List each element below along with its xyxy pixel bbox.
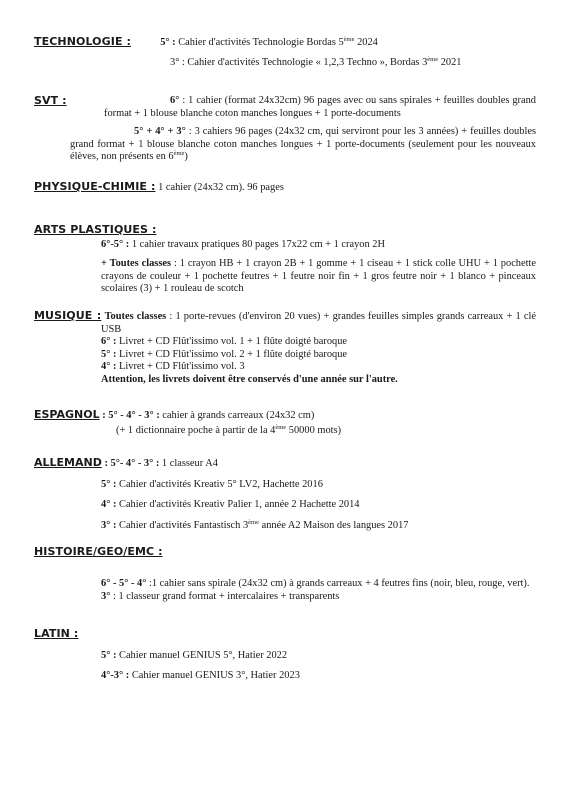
musique-line-5: Livret + CD Flût'issimo vol. 2 + 1 flûte doigté baroque (116, 348, 348, 360)
histoire-text-3: : 1 classeur grand format + intercalaires + transparents (110, 591, 340, 603)
tech-line-3: 3° : Cahier d'activités Technologie « 1,2,3 Techno », Bordas 3 (170, 56, 428, 68)
latin-line-5: Cahier manuel GENIUS 5°, Hatier 2022 (116, 649, 288, 661)
svt-level-543: 5° + 4° + 3° (134, 126, 186, 138)
allemand-line-5: Cahier d'activités Kreativ 5° LV2, Hachette 2016 (116, 478, 323, 490)
musique-warning: Attention, les livrets doivent être conservés d'une année sur l'autre. (101, 373, 398, 385)
allemand-line-4: Cahier d'activités Kreativ Palier 1, année 2 Hachette 2014 (116, 499, 360, 511)
heading-allemand: ALLEMAND (34, 456, 102, 469)
histoire-level-3: 3° (101, 591, 111, 603)
heading-musique: MUSIQUE : (34, 309, 102, 322)
section-histoire-geo-emc (34, 546, 536, 604)
allemand-line-3: Cahier d'activités Fantastisch 3 (116, 519, 249, 531)
histoire-text-654: :1 cahier sans spirale (24x32 cm) à grands carreaux + 4 feutres fins (noir, bleu, rouge, vert). (146, 577, 530, 589)
heading-physique-chimie: PHYSIQUE-CHIMIE : (34, 180, 156, 193)
arts-level-65: 6°-5° : (101, 238, 130, 250)
arts-text-all: : 1 crayon HB + 1 crayon 2B + 1 gomme + 1 ciseau + 1 stick colle UHU + 1 pochette crayons de couleur + 1 pochette feutres + 1 feutre noir fin + 1 gros feutre noir + 1 blanco + pinceaux scolaires (3) + 1 rouleau de scotch (101, 258, 536, 295)
arts-text-65: 1 cahier travaux pratiques 80 pages 17x22 cm + 1 crayon 2H (129, 238, 385, 250)
svt-level-6: 6° (170, 95, 180, 106)
espagnol-text: cahier à grands carreaux (24x32 cm) (159, 410, 315, 421)
svt-text-543: : 3 cahiers 96 pages (24x32 cm, qui serviront pour les 3 années) + feuilles doubles grand format + 1 blouse blanche coton manches longues + 1 porte-documents (seulement pour les nouveaux élèves, non présents en 6 (70, 126, 536, 163)
heading-technologie: TECHNOLOGIE : (34, 35, 131, 48)
physique-text: 1 cahier (24x32 cm). 96 pages (158, 182, 284, 193)
espagnol-levels: : 5° - 4° - 3° : (99, 410, 160, 421)
musique-text-all: : 1 porte-revues (d'environ 20 vues) + grandes feuilles simples grands carreaux + 1 clé USB (101, 311, 536, 335)
heading-histoire-geo-emc: HISTOIRE/GEO/EMC : (34, 545, 163, 558)
section-technologie: TECHNOLOGIE : 5° : Cahier d'activités Technologie Bordas 5ème 2024 3° : Cahier d'activités Technologie « 1,2,3 Techno », Bordas 3ème 2021 (34, 35, 462, 68)
allemand-levels: : 5°- 4° - 3° : (101, 458, 160, 469)
svt-text-6: : 1 cahier (format 24x32cm) 96 pages avec ou sans spirales + feuilles doubles grand format + 1 blouse blanche coton manches longues + 1 porte-documents (104, 95, 536, 119)
histoire-level-654: 6° - 5° - 4° (101, 577, 147, 589)
section-allemand: ALLEMAND : 5°- 4° - 3° : 1 classeur A4 5° : Cahier d'activités Kreativ 5° LV2, Hachette 2016 4° : Cahier d'activités Kreativ Palier 1, année 2 Hachette 2014 3° : Cahier d'activités Fantastisch 3ème année A2 Maison des langues 2017 (34, 456, 409, 531)
musique-line-6: Livret + CD Flût'issimo vol. 1 + 1 flûte doigté baroque (116, 336, 348, 348)
section-espagnol: ESPAGNOL : 5° - 4° - 3° : cahier à grands carreaux (24x32 cm) (+ 1 dictionnaire poche à partir de la 4ème 50000 mots) (34, 408, 342, 436)
section-svt: SVT : 6° : 1 cahier (format 24x32cm) 96 pages avec ou sans spirales + feuilles doubles grand format + 1 blouse blanche coton manches longues + 1 porte-documents 5° + 4° + 3° : 3 cahiers 96 pages (24x32 cm, qui serviront pour les 3 années) + feuilles doubles grand format + 1 blouse blanche coton manches longues + 1 porte-documents (seulement pour les nouveaux élèves, non présents en 6ème) (34, 94, 536, 163)
heading-espagnol: ESPAGNOL (34, 408, 100, 421)
heading-arts-plastiques: ARTS PLASTIQUES : (34, 223, 157, 236)
section-physique-chimie (34, 181, 536, 195)
latin-line-43: Cahier manuel GENIUS 3°, Hatier 2023 (129, 670, 300, 682)
allemand-text: 1 classeur A4 (159, 458, 218, 469)
section-latin: LATIN : 5° : Cahier manuel GENIUS 5°, Hatier 2022 4°-3° : Cahier manuel GENIUS 3°, Hatier 2023 (34, 627, 300, 682)
section-arts-plastiques (34, 224, 536, 296)
tech-line-5: Cahier d'activités Technologie Bordas 5 (175, 37, 344, 48)
section-musique: MUSIQUE : Toutes classes : 1 porte-revues (d'environ 20 vues) + grandes feuilles simples grands carreaux + 1 clé USB 6° : Livret + CD Flût'issimo vol. 1 + 1 flûte doigté baroque 5° : Livret + CD Flût'issimo vol. 2 + 1 flûte doigté baroque 4° : Livret + CD Flût'issimo vol. 3 Attention, les livrets doivent être conservés d'une année sur l'autre. (34, 309, 536, 385)
heading-latin: LATIN : (34, 627, 79, 640)
espagnol-dictionary: (+ 1 dictionnaire poche à partir de la 4 (116, 424, 276, 436)
tech-level-5: 5° : (160, 37, 176, 48)
musique-line-4: Livret + CD Flût'issimo vol. 3 (116, 361, 245, 373)
heading-svt: SVT : (34, 94, 67, 107)
musique-level-all: Toutes classes (104, 311, 167, 322)
arts-level-all: + Toutes classes (101, 258, 172, 270)
